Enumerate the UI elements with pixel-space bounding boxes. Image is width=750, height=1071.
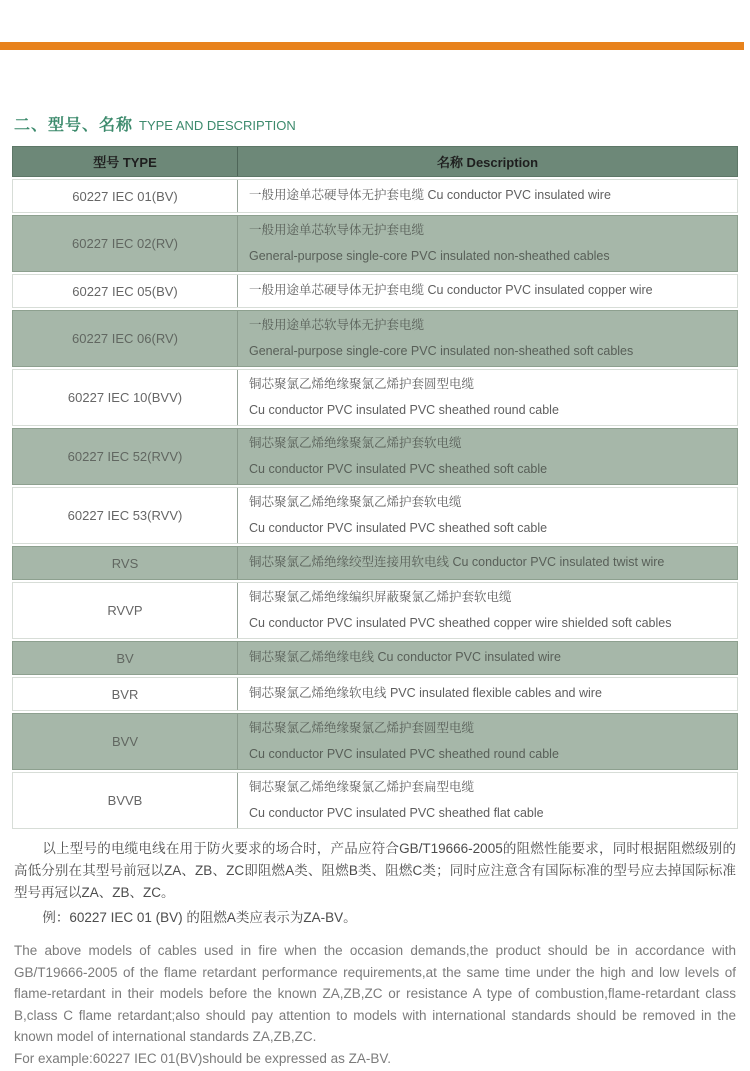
- cell-type: 60227 IEC 06(RV): [13, 311, 238, 366]
- cell-description: [238, 429, 737, 484]
- cell-type: 60227 IEC 10(BVV): [13, 370, 238, 425]
- description-line-en: Cu conductor PVC insulated PVC sheathed copper wire shielded soft cables: [249, 615, 672, 630]
- cell-description: [238, 678, 737, 710]
- section-title-cn: 二、型号、名称: [14, 117, 134, 134]
- column-header-description: [238, 147, 737, 176]
- description-line-cn: 铜芯聚氯乙烯绝缘聚氯乙烯护套软电缆: [249, 494, 462, 509]
- description-line: 铜芯聚氯乙烯绝缘绞型连接用软电线 Cu conductor PVC insulated twist wire: [249, 555, 665, 570]
- table-row: [12, 677, 738, 711]
- description-line-en: Cu conductor PVC insulated PVC sheathed soft cable: [249, 461, 548, 476]
- top-accent-bar: [0, 42, 744, 50]
- description-line-en: General-purpose single-core PVC insulated non-sheathed cables: [249, 248, 610, 263]
- description-line-cn: 铜芯聚氯乙烯绝缘聚氯乙烯护套软电缆: [249, 435, 462, 450]
- cell-description: [238, 216, 737, 271]
- table-row: [12, 546, 738, 580]
- flame-retardant-note-cn: 以上型号的电缆电线在用于防火要求的场合时，产品应符合GB/T19666-2005的阻燃性能要求，同时根据阻燃级别的高低分别在其型号前冠以ZA、ZB、ZC即阻燃A类、阻燃B类、阻燃C类；同时应注意含有国际标准的型号应去掉国际标准型号再冠以ZA、ZB、ZC。: [14, 841, 736, 900]
- description-line-cn: 铜芯聚氯乙烯绝缘编织屏蔽聚氯乙烯护套软电缆: [249, 589, 512, 604]
- cell-description: [238, 311, 737, 366]
- flame-retardant-example-en: For example:60227 IEC 01(BV)should be expressed as ZA-BV.: [14, 1050, 391, 1066]
- cell-type: 60227 IEC 53(RVV): [13, 488, 238, 543]
- description-line-cn: 铜芯聚氯乙烯绝缘聚氯乙烯护套圆型电缆: [249, 376, 475, 391]
- cell-description: [238, 583, 737, 638]
- table-row: [12, 582, 738, 639]
- description-line: 铜芯聚氯乙烯绝缘软电线 PVC insulated flexible cables and wire: [249, 686, 602, 701]
- description-line-cn: 一般用途单芯软导体无护套电缆: [249, 222, 425, 237]
- notes-section: [14, 838, 736, 1069]
- description-line-cn: 一般用途单芯软导体无护套电缆: [249, 317, 425, 332]
- table-row: [12, 772, 738, 829]
- flame-retardant-note-en: The above models of cables used in fire when the occasion demands,the product should be in accordance with GB/T19666-2005 of the flame retardant performance requirements,at the same time under the high and low levels of flame-retardant in their models before the known ZA,ZB,ZC or resistance A type of combustion,flame-retardant class B,class C flame retardant;also should pay attention to models with international standards should be removed in the known model of international standards ZA,ZB,ZC.: [14, 943, 736, 1044]
- cell-type: 60227 IEC 02(RV): [13, 216, 238, 271]
- table-row: [12, 310, 738, 367]
- description-line: 一般用途单芯硬导体无护套电缆 Cu conductor PVC insulated copper wire: [249, 283, 653, 298]
- section-title-en: TYPE AND DESCRIPTION: [139, 118, 296, 133]
- description-line-en: Cu conductor PVC insulated PVC sheathed soft cable: [249, 520, 548, 535]
- cell-type: BVR: [13, 678, 238, 710]
- table-row: [12, 713, 738, 770]
- cell-description: [238, 773, 737, 828]
- cell-type: BVVB: [13, 773, 238, 828]
- cell-type: BV: [13, 642, 238, 674]
- table-row: [12, 369, 738, 426]
- table-row: [12, 428, 738, 485]
- section-title: [14, 109, 296, 137]
- cell-type: RVS: [13, 547, 238, 579]
- description-line: 一般用途单芯硬导体无护套电缆 Cu conductor PVC insulated wire: [249, 188, 611, 203]
- description-line-en: Cu conductor PVC insulated PVC sheathed flat cable: [249, 805, 544, 820]
- description-line-en: Cu conductor PVC insulated PVC sheathed round cable: [249, 746, 559, 761]
- description-line-cn: 铜芯聚氯乙烯绝缘聚氯乙烯护套圆型电缆: [249, 720, 475, 735]
- table-row: [12, 215, 738, 272]
- table-row: [12, 274, 738, 308]
- flame-retardant-example-cn: 例：60227 IEC 01 (BV) 的阻燃A类应表示为ZA-BV。: [42, 910, 357, 925]
- column-header-description-label: 名称 Description: [436, 155, 539, 170]
- table-row: [12, 179, 738, 213]
- description-line-en: General-purpose single-core PVC insulated non-sheathed soft cables: [249, 343, 634, 358]
- column-header-type: 型号 TYPE: [13, 147, 238, 176]
- cell-type: BVV: [13, 714, 238, 769]
- cell-type: RVVP: [13, 583, 238, 638]
- cell-description: [238, 180, 737, 212]
- cell-type: 60227 IEC 05(BV): [13, 275, 238, 307]
- description-line: 铜芯聚氯乙烯绝缘电线 Cu conductor PVC insulated wire: [249, 650, 561, 665]
- cell-description: [238, 642, 737, 674]
- type-description-table: [12, 146, 738, 831]
- cell-description: [238, 275, 737, 307]
- cell-description: [238, 370, 737, 425]
- description-line-en: Cu conductor PVC insulated PVC sheathed round cable: [249, 402, 559, 417]
- description-line-cn: 铜芯聚氯乙烯绝缘聚氯乙烯护套扁型电缆: [249, 779, 475, 794]
- cell-description: [238, 488, 737, 543]
- cell-type: 60227 IEC 01(BV): [13, 180, 238, 212]
- table-header-row: [12, 146, 738, 177]
- cell-description: [238, 547, 737, 579]
- cell-description: [238, 714, 737, 769]
- cell-type: 60227 IEC 52(RVV): [13, 429, 238, 484]
- table-row: [12, 641, 738, 675]
- table-row: [12, 487, 738, 544]
